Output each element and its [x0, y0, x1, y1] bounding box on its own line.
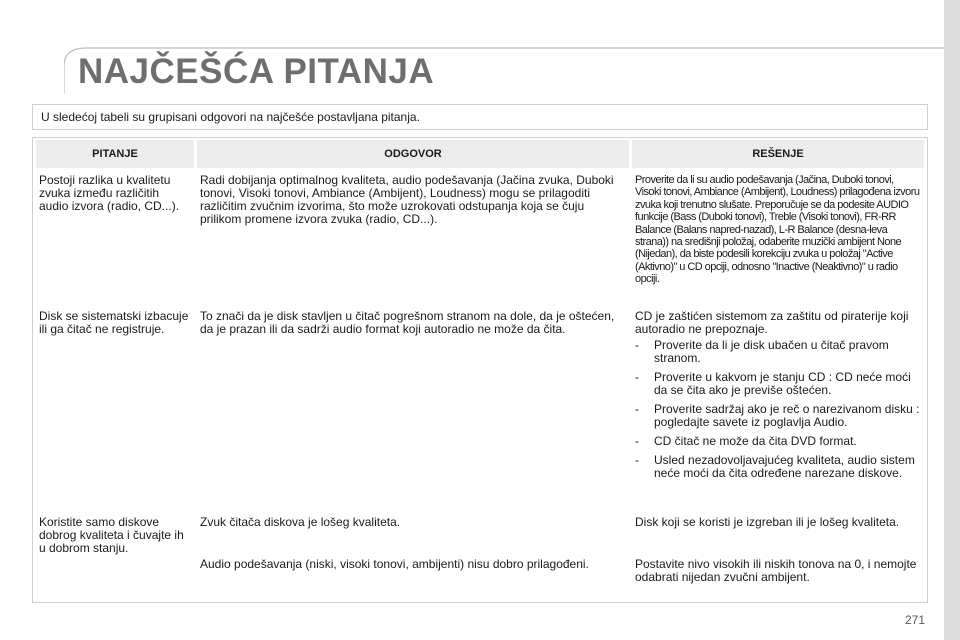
row-answer: Audio podešavanja (niski, visoki tonovi, ambijenti) nisu dobro prilagođeni. [200, 557, 589, 571]
list-item: - Proverite sadržaj ako je reč o narezivanom disku : pogledajte savete iz poglavlja Audio. [635, 403, 920, 429]
table-row [33, 512, 927, 555]
solution-intro: CD je zaštićen sistemom za zaštitu od piraterije koji autoradio ne prepoznaje. [635, 309, 909, 336]
header-solution: REŠENJE [632, 140, 924, 168]
page-title: NAJČEŠĆA PITANJA [78, 52, 435, 91]
table-header-row [33, 140, 927, 168]
intro-text: U sledećoj tabeli su grupisani odgovori na najčešće postavljana pitanja. [32, 104, 928, 130]
faq-table [32, 137, 928, 603]
list-item: - Proverite da li je disk ubačen u čitač pravom stranom. [635, 339, 920, 365]
table-row [33, 170, 927, 304]
title-area [64, 36, 944, 100]
row-solution: Postavite nivo visokih ili niskih tonova na 0, i nemojte odabrati nijedan zvučni ambijent. [635, 557, 917, 584]
row-solution: Disk koji se koristi je izgreban ili je lošeg kvaliteta. [635, 515, 900, 529]
table-row [33, 306, 927, 510]
row-solution: Proverite da li su audio podešavanja (Jačina, Duboki tonovi, Visoki tonovi, Ambiance (Ambijent), Loudness) prilagođena izvoru zvuka koji trenutno slušate. Preporučuje se da podesite AUDIO funkcije (Bass (Duboki tonovi), Treble (Visoki tonovi), FR-RR Balance (Balans napred-nazad), L-R Balance (desna-leva strana)) na središnji položaj, odaberite muzički ambijent None (Nijedan), da biste podesili korekciju zvuka u položaj "Active (Aktivno)" u CD opciji, odnosno "Inactive (Neaktivno)" u radio opciji. [635, 174, 920, 286]
right-edge-bar [944, 0, 960, 640]
row-answer: Zvuk čitača diskova je lošeg kvaliteta. [200, 515, 401, 529]
row-solution [632, 306, 924, 510]
row-question: Disk se sistematski izbacuje ili ga čitač ne registruje. [39, 309, 189, 336]
list-item: - Usled nezadovoljavajućeg kvaliteta, audio sistem neće moći da čita određene narezane diskove. [635, 454, 920, 480]
row-question: Postoji razlika u kvalitetu zvuka između različitih audio izvora (radio, CD...). [39, 173, 180, 213]
list-item: - CD čitač ne može da čita DVD format. [635, 435, 920, 448]
page-number: 271 [905, 613, 926, 627]
row-answer: To znači da je disk stavljen u čitač pogrešnom stranom na dole, da je oštećen, da je prazan ili da sadrži audio format koji autoradio ne može da čita. [200, 309, 615, 336]
header-question: PITANJE [36, 140, 194, 168]
row-question: Koristite samo diskove dobrog kvaliteta i čuvajte ih u dobrom stanju. [39, 515, 184, 555]
solution-list [635, 339, 920, 480]
table-row [33, 554, 927, 600]
row-answer: Radi dobijanja optimalnog kvaliteta, audio podešavanja (Jačina zvuka, Duboki tonovi, Visoki tonovi, Ambiance (Ambijent), Loudness) mogu se prilagoditi različitim zvučnim izvorima, što može uzrokovati odstupanja koja se čuju prilikom promene izvora zvuka (radio, CD...). [200, 173, 614, 226]
list-item: - Proverite u kakvom je stanju CD : CD neće moći da se čita ako je previše oštećen. [635, 371, 920, 397]
header-answer: ODGOVOR [197, 140, 629, 168]
